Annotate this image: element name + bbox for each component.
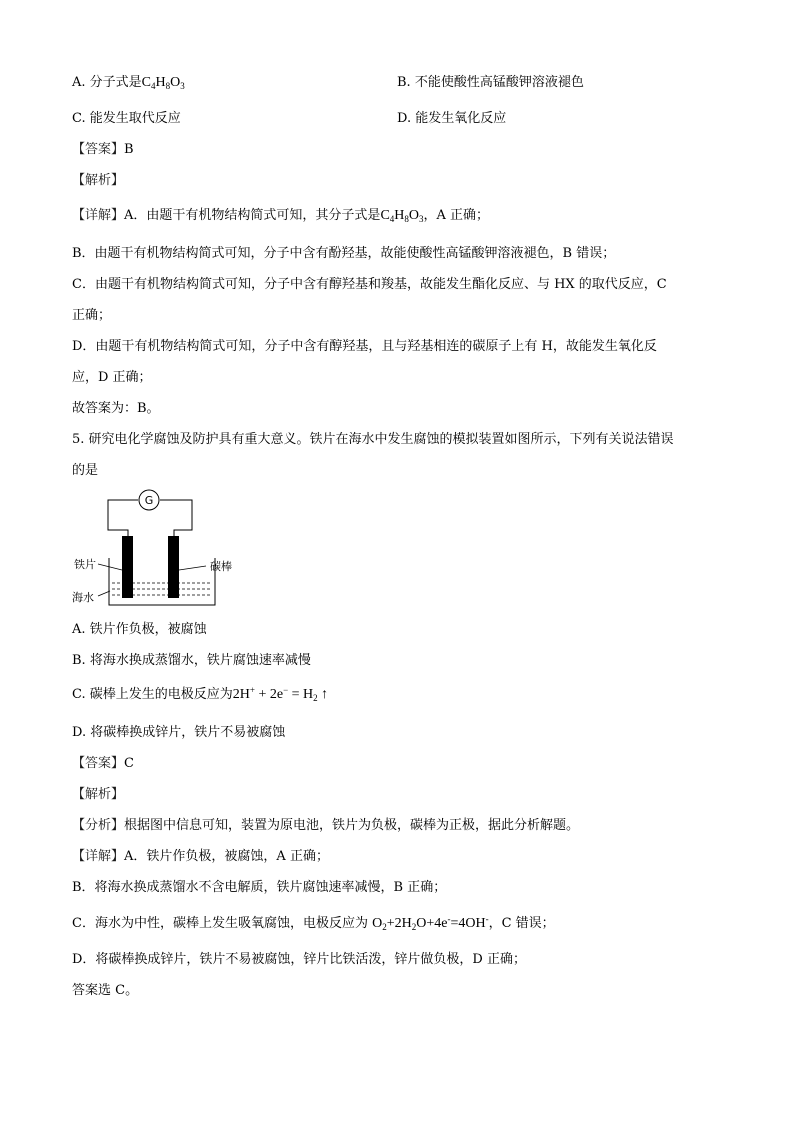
seawater-label: 海水 xyxy=(72,591,94,604)
q5-option-c: C. 碳棒上发生的电极反应为$2H^+ + 2e^- = H_2$ ↑ xyxy=(72,685,329,703)
answer-value: B xyxy=(124,142,134,157)
q4-conclusion: 故答案为：B。 xyxy=(72,401,160,416)
q5-option-b: B. 将海水换成蒸馏水，铁片腐蚀速率减慢 xyxy=(72,653,311,668)
answer-tag: 【 答案 】 xyxy=(72,142,124,157)
q5-option-c-formula: $2H^+ + 2e^- = H_2$ ↑ xyxy=(232,685,329,703)
q4-option-c: C. 能发生取代反应 xyxy=(72,111,181,126)
q5-stem-line2: 的是 xyxy=(72,463,99,478)
q4-formula-a: $C_4H_8O_3$ xyxy=(141,75,185,91)
iron-electrode xyxy=(122,536,133,598)
q5-stem-line1: 5. 研究电化学腐蚀及防护具有重大意义。铁片在海水中发生腐蚀的模拟装置如图所示，下列有关说法错误 xyxy=(72,432,674,447)
q4-detail-a: 【 详解 】 A．由题干有机物结构简式可知，其分子式是$C_4H_8O_3$，A 正确； xyxy=(72,207,489,225)
q4-analysis-heading: 【 解析 】 xyxy=(72,172,124,190)
q4-answer xyxy=(72,141,134,159)
detail-tag: 【 详解 】 xyxy=(72,208,124,223)
q5-analysis-heading: 【 解析 】 xyxy=(72,786,124,804)
electrochemical-cell-diagram xyxy=(66,488,262,612)
carbon-electrode xyxy=(168,536,179,598)
q5-answer: 【 答案 】 C xyxy=(72,755,134,773)
q4-option-a-text: A. 分子式是 xyxy=(72,75,142,90)
q4-detail-d1: D．由题干有机物结构简式可知，分子中含有醇羟基，且与羟基相连的碳原子上有 H，故能发生氧化反 xyxy=(72,339,657,354)
q4-option-b: B. 不能使酸性高锰酸钾溶液褪色 xyxy=(397,75,584,90)
q5-detail-b: B．将海水换成蒸馏水不含电解质，铁片腐蚀速率减慢，B 正确； xyxy=(72,880,447,895)
q5-detail-c: C．海水为中性，碳棒上发生吸氧腐蚀，电极反应为 $O_2+2H_2O+4e^-=4OH^-$，C 错误； xyxy=(72,914,555,932)
q5-detail-d: D．将碳棒换成锌片，铁片不易被腐蚀，锌片比铁活泼，锌片做负极，D 正确； xyxy=(72,952,526,967)
q5-fenxi: 【 分析 】 根据图中信息可知，装置为原电池，铁片为负极，碳棒为正极，据此分析解题。 xyxy=(72,817,579,835)
q5-option-d: D. 将碳棒换成锌片，铁片不易被腐蚀 xyxy=(72,725,286,740)
q4-detail-b: B．由题干有机物结构简式可知，分子中含有酚羟基，故能使酸性高锰酸钾溶液褪色，B 错误； xyxy=(72,246,616,261)
q4-option-a xyxy=(72,74,185,92)
q5-conclusion: 答案选 C。 xyxy=(72,983,139,998)
q4-option-d: D. 能发生氧化反应 xyxy=(397,111,507,126)
q4-detail-d2: 应，D 正确； xyxy=(72,370,152,385)
q5-detail-a: 【 详解 】 A．铁片作负极，被腐蚀，A 正确； xyxy=(72,848,329,866)
galvanometer-label: G xyxy=(144,494,154,507)
q5-option-a: A. 铁片作负极，被腐蚀 xyxy=(72,622,207,637)
q4-detail-c2: 正确； xyxy=(72,308,112,323)
q4-detail-c1: C．由题干有机物结构简式可知，分子中含有醇羟基和羧基，故能发生酯化反应、与 HX 的取代反应，C xyxy=(72,277,667,292)
q5-detail-c-formula: $O_2+2H_2O+4e^-=4OH^-$ xyxy=(372,914,489,932)
carbon-label: 碳棒 xyxy=(210,560,232,573)
iron-label: 铁片 xyxy=(74,558,96,571)
q4-detail-formula: $C_4H_8O_3$ xyxy=(380,208,424,224)
